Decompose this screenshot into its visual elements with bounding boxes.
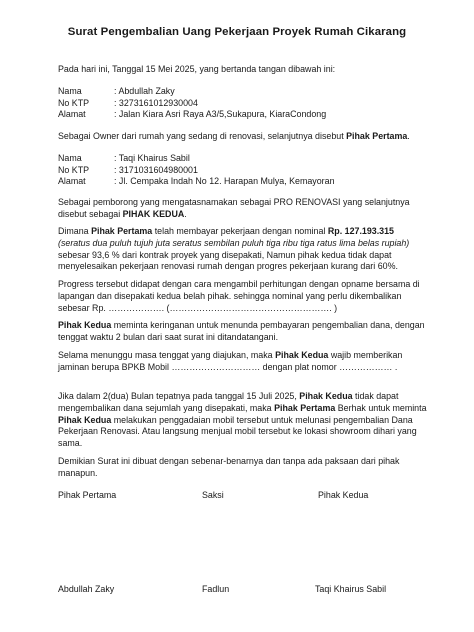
signature-name-party2: Taqi Khairus Sabil: [315, 584, 387, 594]
party1-desc-bold: Pihak Pertama: [346, 131, 408, 141]
progress-paragraph: [58, 279, 428, 314]
collateral-text-2: wajib memberikan jaminan berupa BPKB Mobil ………………………… dengan plat nomor ……………… .: [58, 350, 403, 372]
closing-paragraph: Demikian Surat ini dibuat dengan sebenar-benarnya dan tanpa ada paksaan dari pihak manapun.: [58, 456, 400, 478]
opening-paragraph: Pada hari ini, Tanggal 15 Mei 2025, yang bertanda tangan dibawah ini:: [58, 64, 336, 74]
party2-desc-bold: PIHAK KEDUA: [122, 208, 185, 219]
party1-name-label: Nama: [58, 86, 82, 96]
signature-header-party2: Pihak Kedua: [318, 490, 369, 500]
payment-text-3: sebesar 93,6 % dari kontrak proyek yang disepakati, Namun pihak kedua tidak dapat menyelesaikan pekerjaan renovasi rumah dengan progres pekerjaan kurang dari 60%.: [58, 249, 398, 272]
signature-header-party1: Pihak Pertama: [58, 490, 117, 500]
postponement-text: meminta keringanan untuk menunda pembayaran pengembalian dana, dengan tenggat waktu 2 bulan dari saat surat ini ditandatangani.: [58, 320, 425, 342]
deadline-bold-party2: Pihak Kedua: [299, 391, 353, 401]
party2-desc-text: Sebagai pemborong yang mengatasnamakan sebagai PRO RENOVASI yang selanjutnya disebut sebagai: [58, 197, 410, 219]
collateral-bold-party2: Pihak Kedua: [275, 350, 329, 360]
progress-text-2: ………………………………………………. ): [169, 302, 338, 313]
party2-description: [58, 197, 428, 221]
payment-amount: Rp. 127.193.315: [327, 226, 394, 236]
party2-desc-end: .: [184, 208, 187, 219]
party1-desc-text: Sebagai Owner dari rumah yang sedang di renovasi, selanjutnya disebut: [58, 131, 347, 141]
signature-name-party1: Abdullah Zaky: [58, 584, 115, 594]
party2-ktp-value: : 3171031604980001: [114, 164, 198, 175]
deadline-text-4: melakukan penggadaian mobil tersebut untuk melunasi pengembalian Dana Pekerjaan Renovasi. Atau langsung menjual mobil tersebut ke lokasi showroom dihari yang sama.: [58, 414, 417, 449]
postponement-bold-party2: Pihak Kedua: [58, 320, 112, 330]
deadline-text-1: Jika dalam 2(dua) Bulan tepatnya pada tanggal 15 Juli 2025,: [58, 391, 300, 401]
signature-header-witness: Saksi: [202, 490, 224, 500]
party1-address-row: [58, 109, 326, 121]
party1-address-value: : Jalan Kiara Asri Raya A3/5,Sukapura, KiaraCondong: [114, 109, 327, 119]
progress-text-1: Progress tersebut didapat dengan cara mengambil perhitungan dengan opname bersama di lapangan dan disepakati kedua belah pihak. sehingga nominal yang perlu dikembalikan sebesar Rp. ………………. (: [58, 279, 420, 313]
party1-name-value: : Abdullah Zaky: [114, 86, 175, 96]
party1-description: [58, 131, 428, 143]
party2-address-label: Alamat: [58, 176, 86, 186]
deadline-bold-party2-b: Pihak Kedua: [58, 414, 112, 425]
collateral-text-1: Selama menunggu masa tenggat yang diajukan, maka: [58, 350, 276, 360]
payment-bold-party1: Pihak Pertama: [91, 226, 153, 236]
party2-name-label: Nama: [58, 153, 82, 163]
party1-ktp-value: : 3273161012930004: [114, 97, 198, 108]
letter-title: Surat Pengembalian Uang Pekerjaan Proyek Rumah Cikarang: [67, 26, 407, 38]
party1-name-row: [58, 86, 175, 98]
party1-ktp-row: [58, 98, 198, 110]
payment-amount-words: (seratus dua puluh tujuh juta seratus sembilan puluh tiga ribu tiga ratus lima belas rupiah): [58, 237, 410, 248]
deadline-text-2: tidak dapat mengembalikan dana sejumlah yang disepakati, maka: [58, 391, 399, 413]
party1-desc-end: .: [407, 131, 410, 141]
collateral-paragraph: [58, 350, 428, 374]
party2-address-value: : Jl. Cempaka Indah No 12. Harapan Mulya, Kemayoran: [114, 176, 335, 186]
party2-name-row: [58, 153, 190, 165]
deadline-paragraph: [58, 391, 428, 450]
party2-ktp-row: [58, 165, 198, 177]
party2-name-value: : Taqi Khairus Sabil: [114, 153, 190, 163]
payment-paragraph: [58, 226, 428, 273]
deadline-bold-party1: Pihak Pertama: [274, 402, 336, 413]
payment-text-1: Dimana: [58, 226, 92, 236]
payment-text-2: telah membayar pekerjaan dengan nominal: [152, 226, 328, 236]
party1-ktp-label: No KTP: [58, 97, 90, 108]
postponement-paragraph: [58, 320, 428, 344]
deadline-text-3: Berhak untuk meminta: [335, 402, 427, 413]
signature-name-witness: Fadlun: [202, 584, 230, 594]
party1-address-label: Alamat: [58, 109, 86, 119]
party2-ktp-label: No KTP: [58, 164, 90, 175]
party2-address-row: [58, 176, 335, 188]
